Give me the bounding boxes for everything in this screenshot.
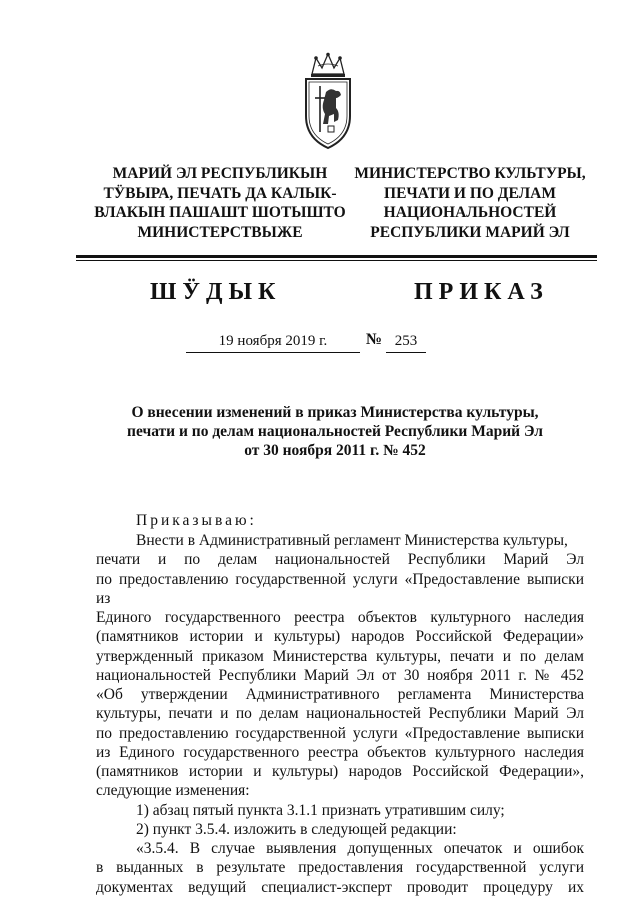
header-divider-thick bbox=[76, 255, 597, 258]
body-line: культуры, печати и по делам национальностей Республики Марий Эл bbox=[96, 705, 584, 723]
header-left-line: ТӰВЫРА, ПЕЧАТЬ ДА КАЛЫК- bbox=[103, 184, 337, 202]
body-line: печати и по делам национальностей Республики Марий Эл bbox=[96, 551, 584, 569]
title-mari: ШӰДЫК bbox=[150, 279, 282, 305]
header-left-line: МАРИЙ ЭЛ РЕСПУБЛИКЫН bbox=[112, 165, 328, 182]
number-underline bbox=[386, 352, 426, 353]
subject-line: О внесении изменений в приказ Министерства культуры, bbox=[131, 404, 539, 421]
header-right-ministry-russian bbox=[340, 164, 600, 242]
date-underline bbox=[186, 352, 360, 353]
body-line: в выданных в результате предоставления государственной услуги bbox=[96, 859, 584, 877]
order-date: 19 ноября 2019 г. bbox=[218, 333, 328, 349]
body-line: национальностей Республики Марий Эл от 30 ноября 2011 г. № 452 bbox=[96, 666, 584, 684]
order-subject bbox=[100, 403, 570, 460]
body-line: 1) абзац пятый пункта 3.1.1 признать утратившим силу; bbox=[136, 801, 505, 819]
body-line: документах ведущий специалист-эксперт проводит процедуру их bbox=[96, 878, 584, 896]
body-line: (памятников истории и культуры) народов Российской Федерации», bbox=[96, 763, 584, 780]
subject-line: печати и по делам национальностей Республики Марий Эл bbox=[127, 423, 543, 440]
body-line: Единого государственного реестра объектов культурного наследия bbox=[96, 609, 584, 626]
body-line: по предоставлению государственной услуги «Предоставление выписки bbox=[96, 724, 584, 742]
header-left-line: ВЛАКЫН ПАШАШТ ШОТЫШТО bbox=[94, 204, 346, 221]
body-line: Внести в Административный регламент Министерства культуры, bbox=[136, 532, 568, 549]
body-line: «Об утверждении Административного регламента Министерства bbox=[96, 686, 584, 703]
subject-line: от 30 ноября 2011 г. № 452 bbox=[244, 442, 426, 459]
body-line: по предоставлению государственной услуги «Предоставление выписки из bbox=[96, 570, 584, 607]
body-line: (памятников истории и культуры) народов Российской Федерации» bbox=[96, 628, 584, 646]
header-right-line: НАЦИОНАЛЬНОСТЕЙ bbox=[383, 204, 557, 221]
header-divider-thin bbox=[76, 260, 597, 261]
order-number: 253 bbox=[394, 333, 418, 349]
body-line: утвержденный приказом Министерства культуры, печати и по делам bbox=[96, 647, 584, 665]
header-right-line: МИНИСТЕРСТВО КУЛЬТУРЫ, bbox=[354, 165, 586, 182]
order-body bbox=[96, 531, 584, 897]
body-line: из Единого государственного реестра объектов культурного наследия bbox=[96, 743, 584, 761]
header-left-line: МИНИСТЕРСТВЫЖЕ bbox=[137, 223, 303, 241]
body-line: «3.5.4. В случае выявления допущенных опечаток и ошибок bbox=[136, 840, 584, 857]
header-left-ministry-mari bbox=[80, 164, 360, 242]
header-right-line: РЕСПУБЛИКИ МАРИЙ ЭЛ bbox=[370, 223, 570, 241]
order-directive: Приказываю: bbox=[136, 512, 257, 529]
coat-of-arms-icon bbox=[298, 52, 358, 152]
body-line: следующие изменения: bbox=[96, 782, 250, 800]
header-right-line: ПЕЧАТИ И ПО ДЕЛАМ bbox=[384, 184, 556, 202]
title-russian: ПРИКАЗ bbox=[414, 279, 549, 305]
number-sign: № bbox=[366, 331, 383, 348]
body-line: 2) пункт 3.5.4. изложить в следующей редакции: bbox=[136, 820, 457, 838]
